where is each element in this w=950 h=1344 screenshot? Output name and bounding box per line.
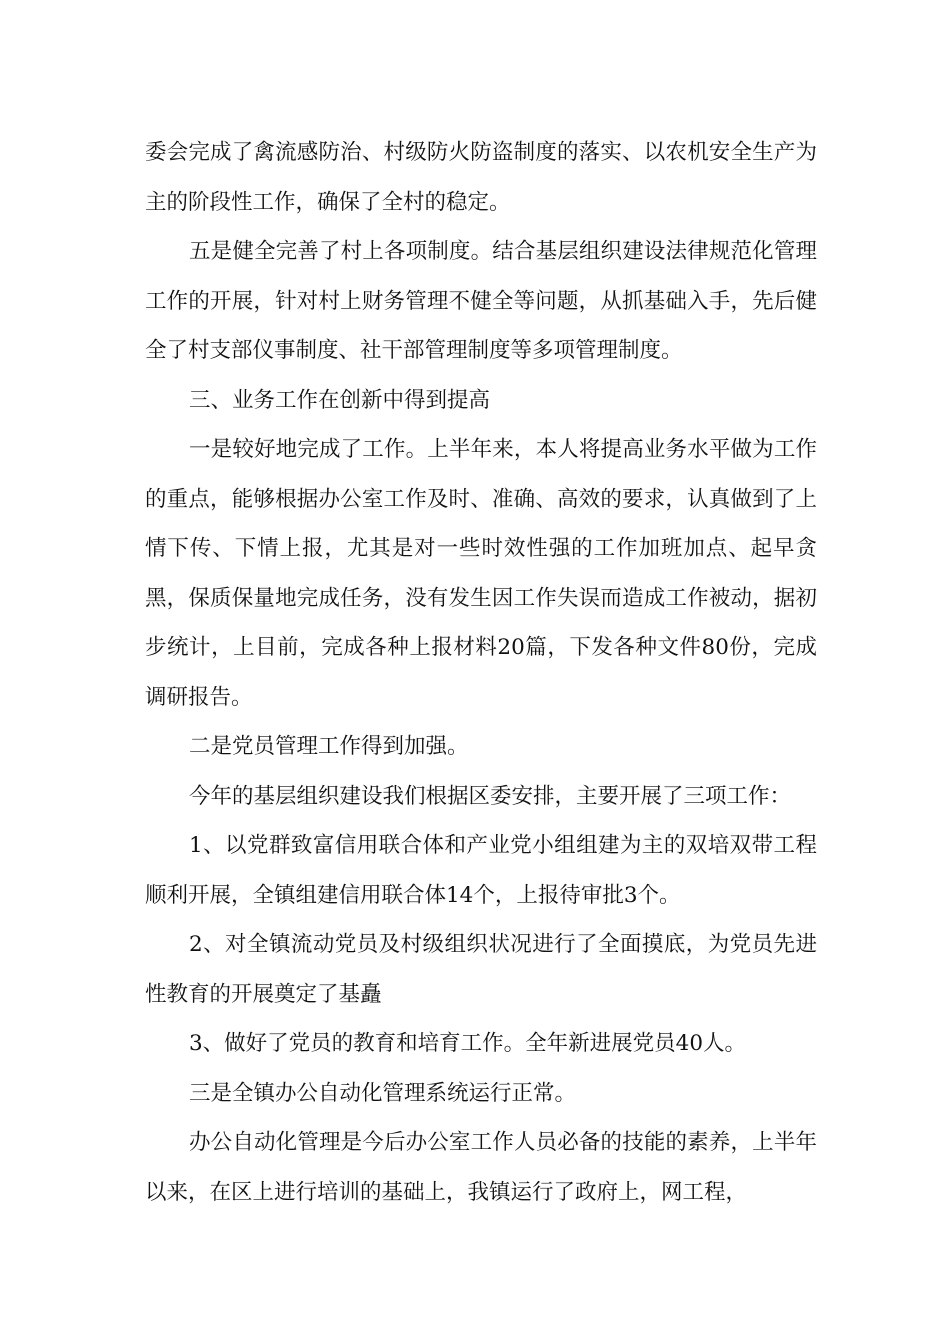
section-heading-three: 三、业务工作在创新中得到提高 bbox=[189, 387, 491, 413]
list-item-2: 2、对全镇流动党员及村级组织状况进行了全面摸底，为党员先进性教育的开展奠定了基矗 bbox=[145, 932, 817, 1007]
list-item-1: 1、以党群致富信用联合体和产业党小组组建为主的双培双带工程顺利开展，全镇组建信用联合体14个，上报待审批3个。 bbox=[145, 833, 817, 908]
paragraph-office-automation: 办公自动化管理是今后办公室工作人员必备的技能的素养，上半年以来，在区上进行培训的基础上，我镇运行了政府上，网工程， bbox=[145, 1130, 817, 1205]
paragraph-item-one: 一是较好地完成了工作。上半年来，本人将提高业务水平做为工作的重点，能够根据办公室工作及时、准确、高效的要求，认真做到了上情下传、下情上报，尤其是对一些时效性强的工作加班加点、起早贪黑，保质保量地完成任务，没有发生因工作失误而造成工作被动，据初步统计，上目前，完成各种上报材料20篇，下发各种文件80份，完成调研报告。 bbox=[145, 437, 817, 710]
list-item-3: 3、做好了党员的教育和培育工作。全年新进展党员40人。 bbox=[189, 1031, 747, 1056]
paragraph-item-two-heading: 二是党员管理工作得到加强。 bbox=[189, 734, 469, 759]
paragraph-intro-three-tasks: 今年的基层组织建设我们根据区委安排，主要开展了三项工作： bbox=[189, 783, 792, 809]
paragraph-continuation: 委会完成了禽流感防治、村级防火防盗制度的落实、以农机安全生产为主的阶段性工作，确保了全村的稳定。 bbox=[145, 140, 817, 215]
document-body bbox=[145, 128, 817, 1217]
paragraph-item-five: 五是健全完善了村上各项制度。结合基层组织建设法律规范化管理工作的开展，针对村上财务管理不健全等问题，从抓基础入手，先后健全了村支部仪事制度、社干部管理制度等多项管理制度。 bbox=[145, 239, 817, 363]
paragraph-item-three-heading: 三是全镇办公自动化管理系统运行正常。 bbox=[189, 1080, 577, 1106]
